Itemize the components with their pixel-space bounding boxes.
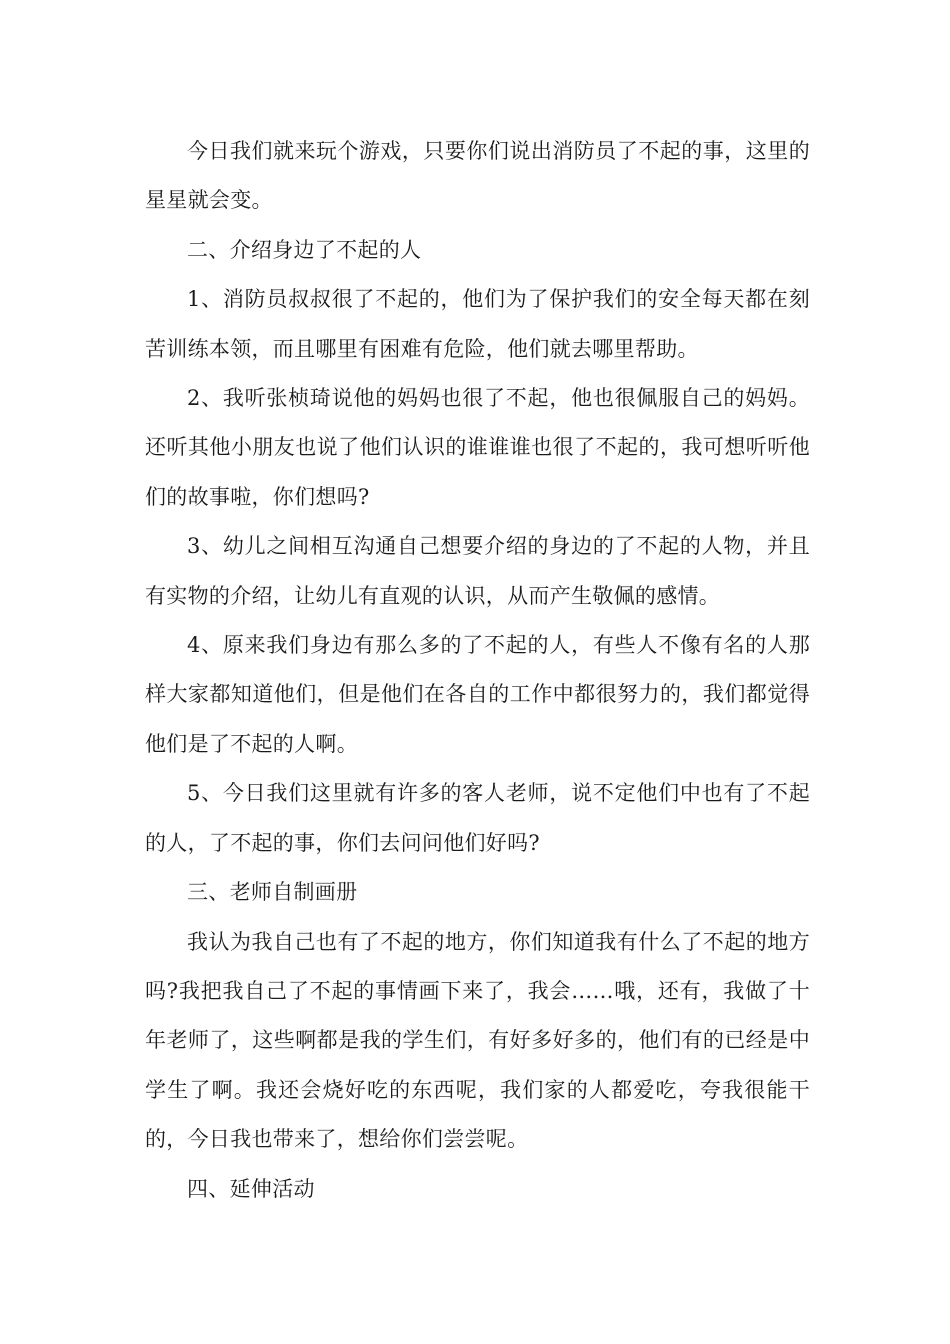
paragraph-item-2: 2、我听张桢琦说他的妈妈也很了不起，他也很佩服自己的妈妈。还听其他小朋友也说了他们认识的谁谁谁也很了不起的，我可想听听他们的故事啦，你们想吗? bbox=[145, 386, 810, 509]
paragraph-item-5: 5、今日我们这里就有许多的客人老师，说不定他们中也有了不起的人，了不起的事，你们去问问他们好吗? bbox=[145, 781, 810, 855]
paragraph-intro-game: 今日我们就来玩个游戏，只要你们说出消防员了不起的事，这里的星星就会变。 bbox=[145, 139, 810, 213]
section-heading-2: 二、介绍身边了不起的人 bbox=[187, 237, 422, 262]
section-heading-4: 四、延伸活动 bbox=[187, 1176, 315, 1201]
paragraph-teacher-album: 我认为我自己也有了不起的地方，你们知道我有什么了不起的地方吗?我把我自己了不起的事情画下来了，我会……哦，还有，我做了十年老师了，这些啊都是我的学生们，有好多好多的，他们有的已经是中学生了啊。我还会烧好吃的东西呢，我们家的人都爱吃，夸我很能干的，今日我也带来了，想给你们尝尝呢。 bbox=[145, 929, 810, 1152]
paragraph-item-4: 4、原来我们身边有那么多的了不起的人，有些人不像有名的人那样大家都知道他们，但是他们在各自的工作中都很努力的，我们都觉得他们是了不起的人啊。 bbox=[145, 633, 810, 756]
paragraph-item-3: 3、幼儿之间相互沟通自己想要介绍的身边的了不起的人物，并且有实物的介绍，让幼儿有直观的认识，从而产生敬佩的感情。 bbox=[145, 534, 810, 608]
document-body bbox=[145, 127, 810, 1214]
section-heading-3: 三、老师自制画册 bbox=[187, 880, 358, 905]
paragraph-item-1: 1、消防员叔叔很了不起的，他们为了保护我们的安全每天都在刻苦训练本领，而且哪里有困难有危险，他们就去哪里帮助。 bbox=[145, 287, 810, 361]
